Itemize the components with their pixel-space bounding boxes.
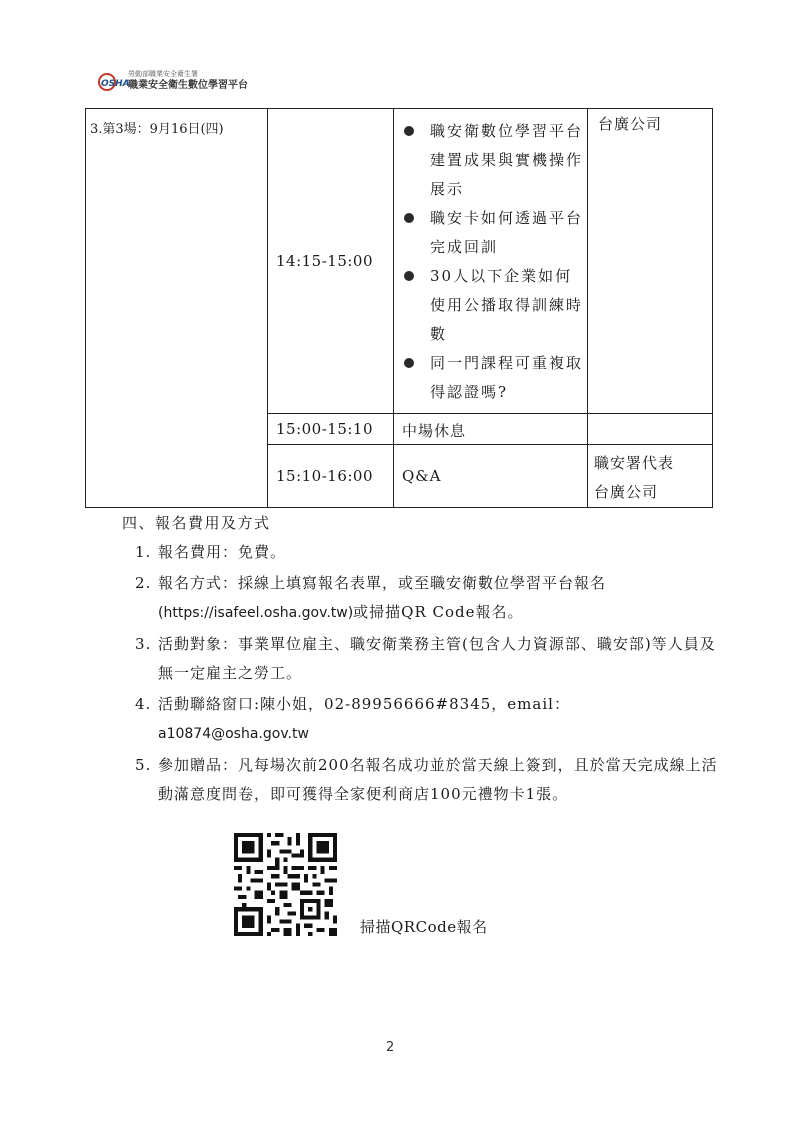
time-value: 14:15-15:00: [276, 252, 374, 270]
org-cell: [588, 414, 713, 445]
list-item: [125, 690, 725, 749]
list-item: [125, 538, 725, 567]
time-cell: [268, 414, 394, 445]
qr-code-icon[interactable]: [234, 833, 337, 936]
org-cell: [588, 445, 713, 508]
item-number: 3.: [135, 635, 152, 653]
list-item: 職安衛數位學習平台建置成果與實機操作展示: [394, 117, 587, 204]
content-cell: [394, 414, 588, 445]
list-item: 職安卡如何透過平台完成回訓: [394, 204, 587, 262]
item-text: 報名費用：免費。: [158, 543, 287, 561]
section-title: 四、報名費用及方式: [122, 514, 271, 532]
registration-url[interactable]: (https://isafeel.osha.gov.tw): [158, 605, 354, 621]
registration-list: [125, 538, 725, 811]
list-item: 同一門課程可重複取得認證嗎?: [394, 349, 587, 407]
org-line: 職安署代表: [594, 454, 675, 472]
table-row: [86, 109, 713, 414]
content-cell: [394, 445, 588, 508]
item-text: 活動聯絡窗口:陳小姐，02-89956666#8345，email：: [158, 695, 570, 713]
item-number: 2.: [135, 574, 152, 592]
schedule-table: [85, 108, 713, 508]
list-item: 30人以下企業如何使用公播取得訓練時數: [394, 262, 587, 349]
break-label: 中場休息: [402, 422, 467, 440]
org-line: 台廣公司: [594, 483, 659, 501]
page-number: 2: [386, 1040, 395, 1055]
item-number: 4.: [135, 695, 152, 713]
svg-text:OSHA: OSHA: [101, 79, 130, 89]
item-number: 5.: [135, 756, 152, 774]
osha-logo-icon: [98, 72, 130, 92]
qa-label: Q&A: [402, 467, 442, 485]
time-cell: [268, 445, 394, 508]
item-text: 參加贈品：凡每場次前200名報名成功並於當天線上簽到，且於當天完成線上活動滿意度問卷，即可獲得全家便利商店100元禮物卡1張。: [158, 756, 718, 803]
org-value: 台廣公司: [598, 115, 663, 133]
contact-email[interactable]: a10874@osha.gov.tw: [158, 726, 309, 742]
item-text: 或掃描QR Code報名。: [353, 603, 524, 621]
list-item: [125, 751, 725, 809]
list-item: [125, 569, 725, 628]
header-text: [128, 70, 248, 92]
time-cell: [268, 109, 394, 414]
header-subtitle: 勞動部職業安全衛生署: [128, 70, 198, 78]
item-number: 1.: [135, 543, 152, 561]
time-value: 15:00-15:10: [276, 420, 374, 438]
header-title: 職業安全衛生數位學習平台: [128, 80, 248, 91]
qr-caption: 掃描QRCode報名: [360, 918, 488, 936]
session-label: 3.第3場：9月16日(四): [90, 122, 224, 137]
item-text: 報名方式：採線上填寫報名表單，或至職安衛數位學習平台報名: [158, 574, 607, 592]
topic-list: [394, 109, 587, 413]
time-value: 15:10-16:00: [276, 467, 374, 485]
session-cell: [86, 109, 268, 508]
content-cell: [394, 109, 588, 414]
list-item: [125, 630, 725, 688]
item-text: 活動對象：事業單位雇主、職安衛業務主管(包含人力資源部、職安部)等人員及無一定雇主之勞工。: [158, 635, 716, 682]
org-cell: [588, 109, 713, 414]
